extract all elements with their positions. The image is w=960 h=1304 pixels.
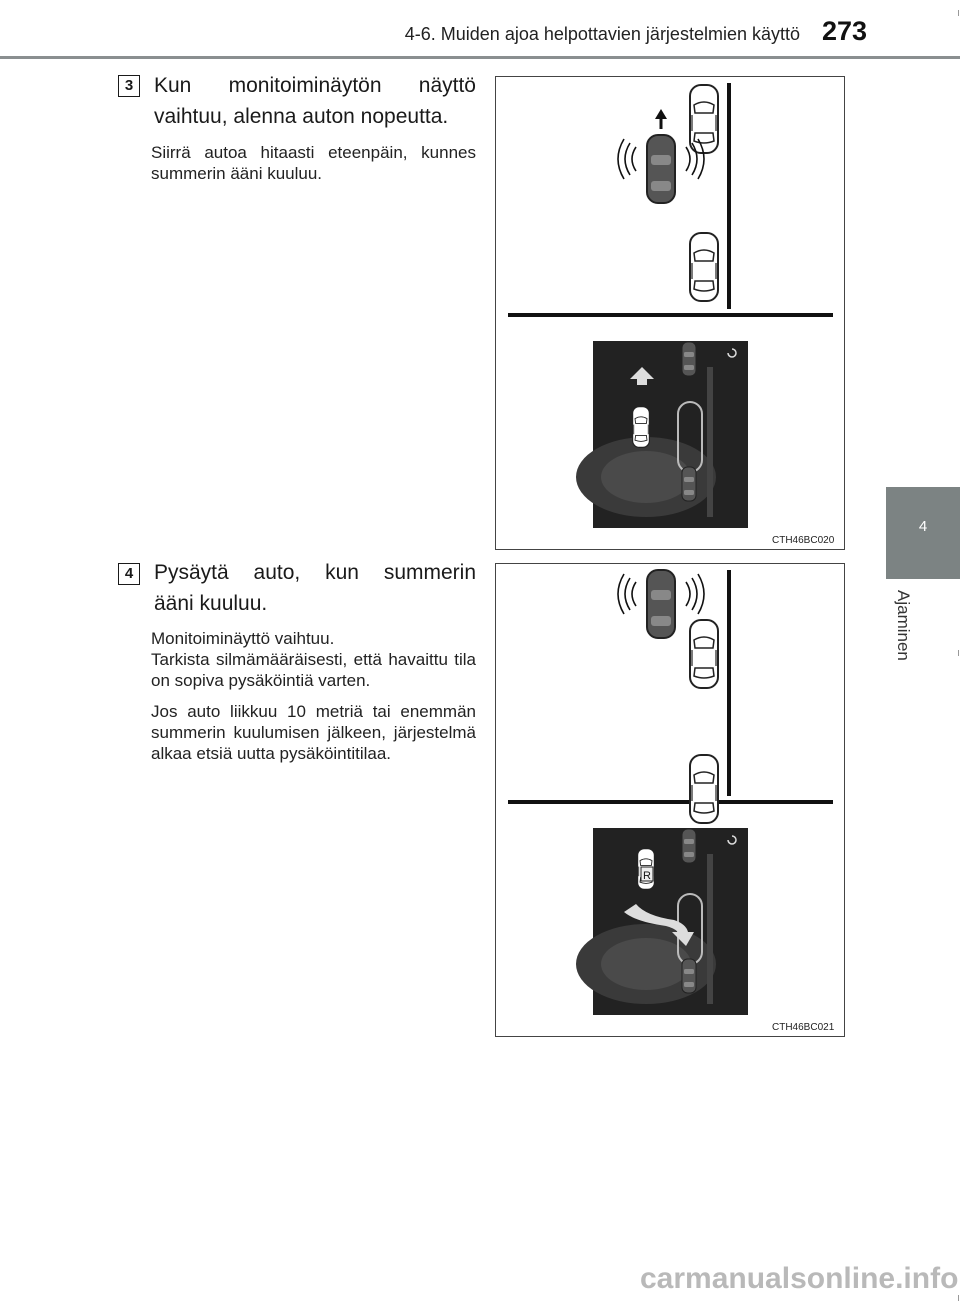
figure-code: CTH46BC021	[772, 1022, 835, 1033]
chapter-label: Ajaminen	[894, 590, 913, 661]
parking-illustration-2	[496, 564, 844, 1036]
gear-letter: R	[643, 870, 651, 882]
crop-mark	[958, 650, 959, 656]
crop-mark	[958, 1295, 959, 1301]
figure-step-4	[495, 563, 845, 1037]
step-4-heading: Pysäytä auto, kun summerin ääni kuuluu.	[154, 561, 476, 615]
header-rule	[0, 56, 960, 59]
crop-mark	[958, 10, 959, 16]
step-4-text: Monitoiminäyttö vaihtuu. Tarkista silmämääräisesti, että havaittu tila on sopiva pysäköintiä varten. Jos auto liikkuu 10 metriä tai enemmän summerin kuulumisen jälkeen, järjestelmä alkaa etsiä uutta pysäköintitilaa.	[151, 629, 476, 763]
step-number-4: 4	[118, 563, 140, 585]
watermark[interactable]: carmanualsonline.info	[640, 1262, 959, 1295]
section-title: 4-6. Muiden ajoa helpottavien järjestelmien käyttö	[404, 24, 800, 44]
parking-illustration-1	[496, 77, 844, 549]
chapter-tab[interactable]: 4	[886, 487, 960, 579]
figure-code: CTH46BC020	[772, 535, 835, 546]
page-number: 273	[822, 16, 868, 46]
step-number-3: 3	[118, 75, 140, 97]
step-3-heading: Kun monitoiminäytön näyttö vaihtuu, alenna auton nopeutta.	[154, 74, 476, 128]
step-3-text: Siirrä autoa hitaasti eteenpäin, kunnes summerin ääni kuuluu.	[151, 143, 476, 183]
figure-step-3	[495, 76, 845, 550]
